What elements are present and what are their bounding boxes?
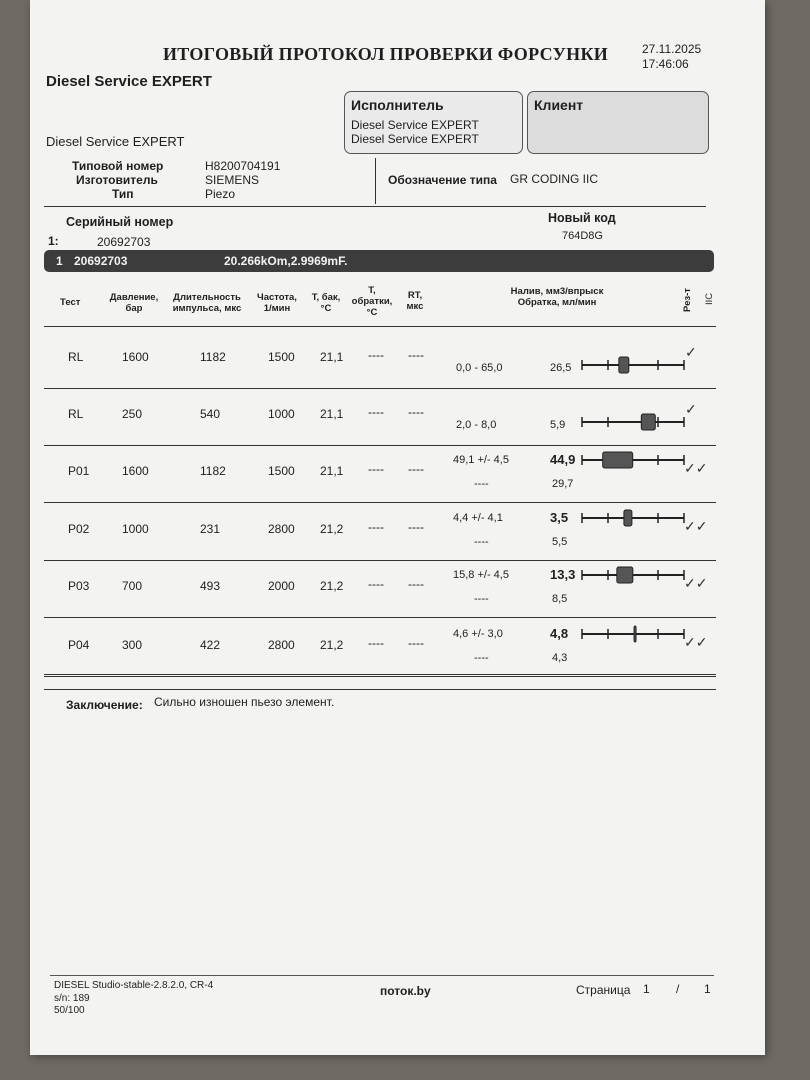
cell-frequency: 1500 xyxy=(268,464,295,478)
row-divider xyxy=(44,445,716,446)
executor-line-1: Diesel Service EXPERT xyxy=(351,118,479,132)
cell-tank-temp: 21,1 xyxy=(320,464,344,478)
injector-summary-band xyxy=(44,250,714,272)
cell-pressure: 1000 xyxy=(122,522,149,536)
band-serial: 20692703 xyxy=(74,254,128,268)
cell-tank-temp: 21,2 xyxy=(320,638,344,652)
row-divider xyxy=(44,502,716,503)
gauge-marker xyxy=(617,567,633,583)
cell-rt: ---- xyxy=(408,348,424,362)
cell-return-range: ---- xyxy=(474,593,489,605)
executor-label: Исполнитель xyxy=(351,97,444,113)
cell-pressure: 1600 xyxy=(122,464,149,478)
cell-pressure: 700 xyxy=(122,579,143,593)
cell-frequency: 1000 xyxy=(268,407,295,421)
tolerance-gauge xyxy=(578,506,688,530)
result-check-marks: ✓ xyxy=(685,344,697,360)
gauge-marker xyxy=(619,357,629,373)
company-name-secondary: Diesel Service EXPERT xyxy=(46,134,185,149)
footer-site: поток.by xyxy=(380,984,431,998)
designation-value: GR CODING IIC xyxy=(510,172,599,186)
result-check-marks: ✓✓ xyxy=(684,634,708,650)
cell-duration: 493 xyxy=(200,579,221,593)
col-rt xyxy=(400,290,430,312)
type-number-value: H8200704191 xyxy=(205,159,281,173)
cell-duration: 231 xyxy=(200,522,221,536)
col-result: Рез-т xyxy=(682,288,693,312)
col-duration-line1: Длительность xyxy=(173,292,241,303)
result-check-marks: ✓✓ xyxy=(684,518,708,534)
result-check-marks: ✓ xyxy=(685,401,697,417)
col-test: Тест xyxy=(60,297,81,308)
cell-return-temp: ---- xyxy=(368,462,384,476)
row-divider xyxy=(44,676,716,677)
footer-software: DIESEL Studio-stable-2.8.2.0, CR-4 xyxy=(54,980,214,991)
cell-duration: 540 xyxy=(200,407,221,421)
cell-return-range: ---- xyxy=(474,536,489,548)
cell-delivery-value: 26,5 xyxy=(550,362,572,374)
col-tank-temp-line1: T, бак, xyxy=(311,292,341,303)
result-check-marks: ✓✓ xyxy=(684,460,708,476)
row-divider xyxy=(44,617,716,618)
col-delivery xyxy=(492,286,622,308)
cell-return-temp: ---- xyxy=(368,520,384,534)
report-time: 17:46:06 xyxy=(642,57,689,71)
cell-pressure: 300 xyxy=(122,638,143,652)
cell-rt: ---- xyxy=(408,636,424,650)
col-return-temp-line3: °C xyxy=(366,307,378,318)
type-label: Тип xyxy=(112,187,134,201)
col-rt-line1: RT, xyxy=(407,290,423,301)
cell-delivery-value: 13,3 xyxy=(550,567,576,582)
tolerance-gauge xyxy=(578,353,688,377)
cell-delivery-range: 49,1 +/- 4,5 xyxy=(453,454,509,466)
table-header-divider xyxy=(44,326,716,327)
row-divider xyxy=(44,560,716,561)
col-delivery-line1: Налив, мм3/впрыск xyxy=(510,286,604,297)
cell-delivery-value: 3,5 xyxy=(550,510,569,525)
tolerance-gauge xyxy=(578,563,688,587)
cell-delivery-value: 5,9 xyxy=(550,419,566,431)
col-return-temp-line1: T, xyxy=(368,285,376,296)
executor-line-2: Diesel Service EXPERT xyxy=(351,132,479,146)
cell-tank-temp: 21,2 xyxy=(320,522,344,536)
cell-duration: 1182 xyxy=(200,350,226,364)
cell-delivery-range: 0,0 - 65,0 xyxy=(456,362,503,374)
col-iic: IIC xyxy=(704,292,715,305)
col-return-temp xyxy=(348,285,396,318)
new-code-label: Новый код xyxy=(548,211,616,225)
cell-test: RL xyxy=(68,407,84,421)
type-number-label: Типовой номер xyxy=(72,159,164,173)
cell-test: RL xyxy=(68,350,84,364)
cell-test: P04 xyxy=(68,638,90,652)
report-date: 27.11.2025 xyxy=(642,42,702,56)
page-title: ИТОГОВЫЙ ПРОТОКОЛ ПРОВЕРКИ ФОРСУНКИ xyxy=(163,44,609,64)
conclusion-text: Сильно изношен пьезо элемент. xyxy=(154,695,335,709)
serial-label: Серийный номер xyxy=(66,215,174,229)
cell-delivery-range: 15,8 +/- 4,5 xyxy=(453,569,509,581)
cell-return-temp: ---- xyxy=(368,348,384,362)
col-frequency xyxy=(252,292,302,314)
executor-box xyxy=(344,91,523,154)
cell-tank-temp: 21,2 xyxy=(320,579,344,593)
cell-tank-temp: 21,1 xyxy=(320,350,344,364)
cell-return-value: 4,3 xyxy=(552,652,568,664)
serial-value: 20692703 xyxy=(97,235,151,249)
col-duration-line2: импульса, мкс xyxy=(172,303,242,314)
row-divider xyxy=(44,388,716,389)
designation-label: Обозначение типа xyxy=(388,173,497,187)
result-check-marks: ✓✓ xyxy=(684,575,708,591)
col-return-temp-line2: обратки, xyxy=(351,296,393,307)
cell-test: P01 xyxy=(68,464,90,478)
tolerance-gauge xyxy=(578,410,688,434)
company-name: Diesel Service EXPERT xyxy=(46,73,212,90)
cell-return-value: 8,5 xyxy=(552,593,568,605)
cell-test: P03 xyxy=(68,579,90,593)
cell-frequency: 2800 xyxy=(268,638,295,652)
col-tank-temp-line2: °C xyxy=(320,303,332,314)
col-delivery-line2: Обратка, мл/мин xyxy=(517,297,597,308)
cell-return-range: ---- xyxy=(474,478,489,490)
cell-pressure: 250 xyxy=(122,407,143,421)
cell-frequency: 1500 xyxy=(268,350,295,364)
cell-delivery-range: 2,0 - 8,0 xyxy=(456,419,497,431)
type-value: Piezo xyxy=(205,187,236,201)
cell-delivery-range: 4,6 +/- 3,0 xyxy=(453,628,503,640)
col-duration xyxy=(168,292,246,314)
cell-rt: ---- xyxy=(408,405,424,419)
gauge-marker xyxy=(641,414,655,430)
col-pressure xyxy=(108,292,160,314)
footer-divider xyxy=(50,975,714,976)
cell-delivery-value: 4,8 xyxy=(550,626,569,641)
col-frequency-line1: Частота, xyxy=(257,292,297,303)
footer-page: 1 xyxy=(643,982,650,996)
band-index: 1 xyxy=(56,254,63,268)
footer-page-sep: / xyxy=(676,982,680,996)
table-end-divider-2 xyxy=(44,689,716,690)
col-tank-temp xyxy=(308,292,344,314)
serial-index: 1: xyxy=(48,234,59,248)
client-label: Клиент xyxy=(534,97,584,113)
tolerance-gauge xyxy=(578,622,688,646)
client-box xyxy=(527,91,709,154)
tolerance-gauge xyxy=(578,448,688,472)
col-pressure-line2: бар xyxy=(125,303,143,314)
info-divider xyxy=(375,158,376,204)
conclusion-label: Заключение: xyxy=(66,698,143,712)
cell-return-value: 29,7 xyxy=(552,478,574,490)
col-rt-line2: мкс xyxy=(406,301,424,312)
cell-rt: ---- xyxy=(408,520,424,534)
cell-rt: ---- xyxy=(408,577,424,591)
footer-count: 50/100 xyxy=(54,1005,85,1016)
cell-frequency: 2000 xyxy=(268,579,295,593)
cell-return-temp: ---- xyxy=(368,577,384,591)
cell-duration: 1182 xyxy=(200,464,226,478)
gauge-marker xyxy=(603,452,633,468)
cell-pressure: 1600 xyxy=(122,350,149,364)
protocol-sheet xyxy=(30,0,765,1055)
cell-return-temp: ---- xyxy=(368,636,384,650)
new-code-value: 764D8G xyxy=(562,230,603,242)
cell-return-range: ---- xyxy=(474,652,489,664)
cell-rt: ---- xyxy=(408,462,424,476)
footer-serial: s/n: 189 xyxy=(54,993,90,1004)
gauge-marker xyxy=(634,626,636,642)
cell-delivery-range: 4,4 +/- 4,1 xyxy=(453,512,503,524)
cell-duration: 422 xyxy=(200,638,221,652)
maker-label: Изготовитель xyxy=(76,173,158,187)
col-pressure-line1: Давление, xyxy=(109,292,159,303)
cell-tank-temp: 21,1 xyxy=(320,407,344,421)
col-frequency-line2: 1/мин xyxy=(263,303,291,314)
maker-value: SIEMENS xyxy=(205,173,260,187)
cell-delivery-value: 44,9 xyxy=(550,452,576,467)
cell-return-temp: ---- xyxy=(368,405,384,419)
gauge-marker xyxy=(624,510,632,526)
cell-test: P02 xyxy=(68,522,90,536)
divider xyxy=(44,206,706,207)
cell-frequency: 2800 xyxy=(268,522,295,536)
footer-page-label: Страница xyxy=(576,983,631,997)
cell-return-value: 5,5 xyxy=(552,536,568,548)
band-electrical: 20.266kOm,2.9969mF. xyxy=(224,254,348,268)
table-end-divider xyxy=(44,674,716,675)
footer-page-total: 1 xyxy=(704,982,711,996)
